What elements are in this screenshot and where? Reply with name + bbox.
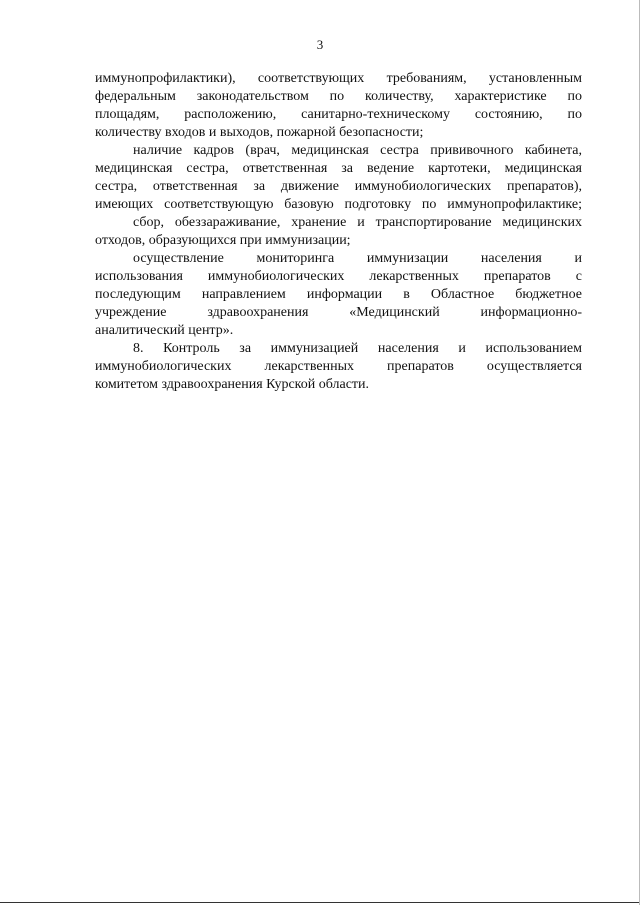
text-line: осуществление мониторинга иммунизации населения и bbox=[133, 251, 582, 266]
text-line: использования иммунобиологических лекарственных препаратов с bbox=[95, 269, 582, 284]
text-line: 8. Контроль за иммунизацией населения и использованием bbox=[133, 341, 582, 356]
text-line: количеству входов и выходов, пожарной безопасности; bbox=[95, 125, 424, 140]
text-line: аналитический центр». bbox=[95, 323, 234, 338]
text-line: имеющих соответствующую базовую подготовку по иммунопрофилактике; bbox=[95, 197, 582, 212]
text-line: медицинская сестра, ответственная за ведение картотеки, медицинская bbox=[95, 161, 582, 176]
text-line: сбор, обеззараживание, хранение и транспортирование медицинских bbox=[133, 215, 582, 230]
paragraph-continuation bbox=[95, 70, 582, 142]
text-line: наличие кадров (врач, медицинская сестра прививочного кабинета, bbox=[133, 143, 582, 158]
text-line: комитетом здравоохранения Курской области. bbox=[95, 377, 370, 392]
paragraph-staff bbox=[95, 142, 582, 214]
text-line: учреждение здравоохранения «Медицинский информационно- bbox=[95, 305, 582, 320]
text-line: иммунопрофилактики), соответствующих требованиям, установленным bbox=[95, 71, 582, 86]
document-body bbox=[95, 70, 582, 394]
text-line: иммунобиологических лекарственных препаратов осуществляется bbox=[95, 359, 582, 374]
text-line: отходов, образующихся при иммунизации; bbox=[95, 233, 351, 248]
text-line: сестра, ответственная за движение иммунобиологических препаратов), bbox=[95, 179, 582, 194]
text-line: последующим направлением информации в Областное бюджетное bbox=[95, 287, 582, 302]
paragraph-control bbox=[95, 340, 582, 394]
text-line: площадям, расположению, санитарно-техническому состоянию, по bbox=[95, 107, 582, 122]
text-line: федеральным законодательством по количеству, характеристике по bbox=[95, 89, 582, 104]
scan-edge-bottom bbox=[0, 902, 640, 903]
paragraph-waste bbox=[95, 214, 582, 250]
page-number: 3 bbox=[316, 37, 324, 52]
paragraph-monitoring bbox=[95, 250, 582, 340]
